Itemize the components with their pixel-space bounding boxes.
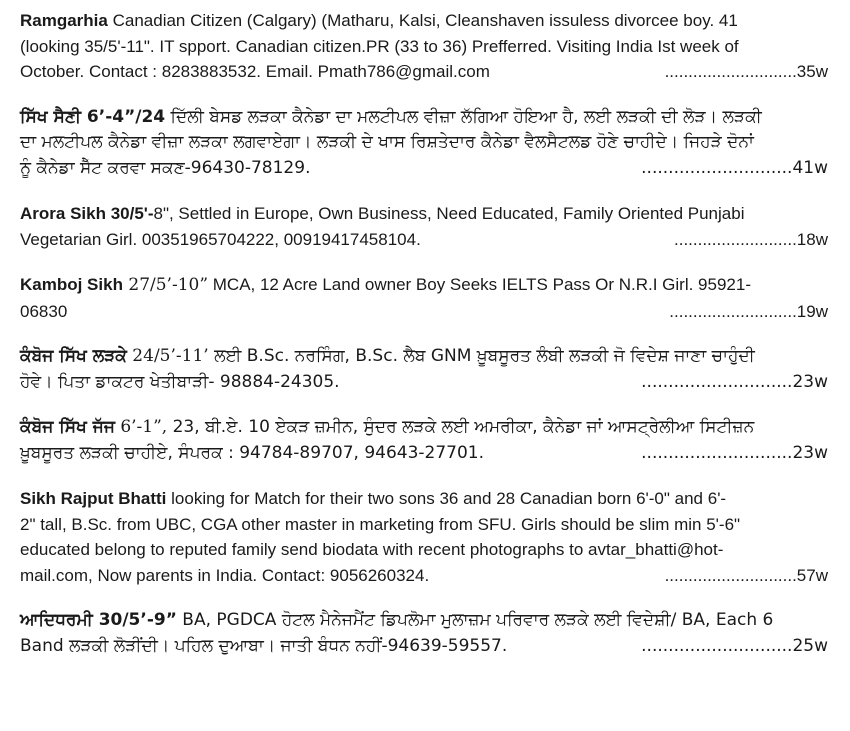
ad-footer [20,370,828,396]
ad-footer [20,441,828,467]
ad-height: 24/5’-11’ [126,346,209,366]
ad-text-line: ਖ਼ੂਬਸੂਰਤ ਲੜਕੀ ਚਾਹੀਏ, ਸੰਪਰਕ : 94784-89707, 94643-27701. [20,442,485,463]
ad-text-line: ਲਈ B.Sc. ਨਰਸਿੰਗ, B.Sc. ਲੈਬ GNM ਖ਼ੂਬਸੂਰਤ ਲੰਬੀ ਲੜਕੀ ਜੋ ਵਿਦੇਸ਼ ਜਾਣਾ ਚਾਹੁੰਦੀ [208,346,755,366]
ad-word-count: ..........................18w [674,229,828,249]
ad-footer [20,59,828,85]
ad-text-line: ਹੋਵੇ। ਪਿਤਾ ਡਾਕਟਰ ਖੇਤੀਬਾੜੀ- 98884-24305. [20,371,340,392]
ad-heading: Arora Sikh 30/5'- [20,204,154,223]
ad-text [20,105,828,131]
ad-height: 6’-1”, [114,417,168,437]
ad-text-line: Canadian Citizen (Calgary) (Matharu, Kalsi, Cleanshaven issuless divorcee boy. 41 [107,11,738,30]
ad-text-line: 23, ਬੀ.ਏ. 10 ਏਕੜ ਜ਼ਮੀਨ, ਸੁੰਦਰ ਲੜਕੇ ਲਈ ਅਮਰੀਕਾ, ਕੈਨੇਡਾ ਜਾਂ ਆਸਟ੍ਰੇਲੀਆ ਸਿਟੀਜ਼ਨ [167,417,755,437]
ad-text [20,608,828,634]
ad-text-line: ਨੂੰ ਕੈਨੇਡਾ ਸੈੱਟ ਕਰਵਾ ਸਕਣ-96430-78129. [20,157,311,178]
ad-heading: ਕੰਬੋਜ ਸਿੱਖ ਜੱਜ [20,417,115,437]
ad-text [20,272,828,299]
ad-ramgarhia [20,8,828,85]
ad-heading: ਕੰਬੋਜ ਸਿੱਖ ਲੜਕੇ [20,346,127,366]
ad-text-line: Band ਲੜਕੀ ਲੋੜੀਂਦੀ। ਪਹਿਲ ਦੁਆਬਾ। ਜਾਤੀ ਬੰਧਨ ਨਹੀਂ-94639-59557. [20,635,508,656]
ad-text-line: looking for Match for their two sons 36 and 28 Canadian born 6'-0" and 6'- [166,489,727,508]
ad-heading: Ramgarhia [20,11,108,30]
ad-kamboj-sikh [20,272,828,324]
ad-text [20,486,828,512]
ad-word-count: ............................35w [664,62,828,81]
ad-sikh-saini [20,105,828,182]
ad-text-line: October. Contact : 8283883532. Email. Pmath786@gmail.com [20,62,490,81]
ad-heading: ਆਦਿਧਰਮੀ 30/5’-9” [20,610,177,630]
ad-text-line: ਦਾ ਮਲਟੀਪਲ ਕੈਨੇਡਾ ਵੀਜ਼ਾ ਲੜਕਾ ਲਗਵਾਏਗਾ। ਲੜਕੀ ਦੇ ਖਾਸ ਰਿਸ਼ਤੇਦਾਰ ਕੈਨੇਡਾ ਵੈਲਸੈਟਲਡ ਹੋਣੇ ਚਾਹੀਦੇ। ਜਿਹੜੇ ਦੋਨਾਂ [20,132,754,152]
ad-text-line: 8", Settled in Europe, Own Business, Need Educated, Family Oriented Punjabi [153,204,745,223]
ad-heading: Sikh Rajput Bhatti [20,489,167,508]
matrimonial-ads-column [20,8,828,679]
ad-text [20,415,828,441]
ad-text-line: mail.com, Now parents in India. Contact: 9056260324. [20,565,430,585]
ad-word-count: ............................23w [641,371,828,392]
ad-text-line: Vegetarian Girl. 00351965704222, 00919417458104. [20,229,421,249]
ad-heading: Kamboj Sikh [20,275,123,294]
ad-text-line: BA, PGDCA ਹੋਟਲ ਮੈਨੇਜਮੈਂਟ ਡਿਪਲੋਮਾ ਮੁਲਾਜ਼ਮ ਪਰਿਵਾਰ ਲੜਕੇ ਲਈ ਵਿਦੇਸ਼ੀ/ BA, Each 6 [176,610,774,630]
ad-word-count: ...........................19w [669,301,828,321]
ad-height: 27/5’-10” [122,275,209,295]
ad-text-line: (looking 35/5'-11". IT spport. Canadian citizen.PR (33 to 36) Prefferred. Visiting India Ist week of [20,36,739,56]
ad-kamboj-sikh-boys [20,344,828,395]
ad-text-line: educated belong to reputed family send biodata with recent photographs to avtar_bhatti@hot- [20,540,724,559]
ad-footer [20,563,828,589]
ad-word-count: ............................23w [641,442,828,463]
ad-text-line: MCA, 12 Acre Land owner Boy Seeks IELTS Pass Or N.R.I Girl. 95921- [208,275,751,294]
ad-sikh-rajput-bhatti [20,486,828,588]
ad-word-count: ............................41w [641,157,828,178]
ad-text-line: 06830 [20,301,68,321]
ad-text [20,201,828,227]
ad-kamboj-sikh-judge [20,415,828,466]
ad-text-line: ਦਿੱਲੀ ਬੇਸਡ ਲੜਕਾ ਕੈਨੇਡਾ ਦਾ ਮਲਟੀਪਲ ਵੀਜ਼ਾ ਲੱਗਿਆ ਹੋਇਆ ਹੈ, ਲਈ ਲੜਕੀ ਦੀ ਲੋੜ। ਲੜਕੀ [165,106,762,127]
ad-word-count: ............................25w [641,635,828,656]
ad-adidharmi [20,608,828,659]
ad-footer [20,634,828,660]
ad-text [20,8,828,34]
ad-word-count: ............................57w [664,565,828,585]
ad-text [20,344,828,370]
ad-heading: ਸਿੱਖ ਸੈਣੀ 6’-4”/24 [20,106,166,127]
ad-footer [20,227,828,253]
ad-footer [20,156,828,182]
ad-arora-sikh [20,201,828,252]
ad-footer [20,299,828,325]
ad-text-line: 2" tall, B.Sc. from UBC, CGA other master in marketing from SFU. Girls should be slim min 5'-6" [20,514,741,534]
